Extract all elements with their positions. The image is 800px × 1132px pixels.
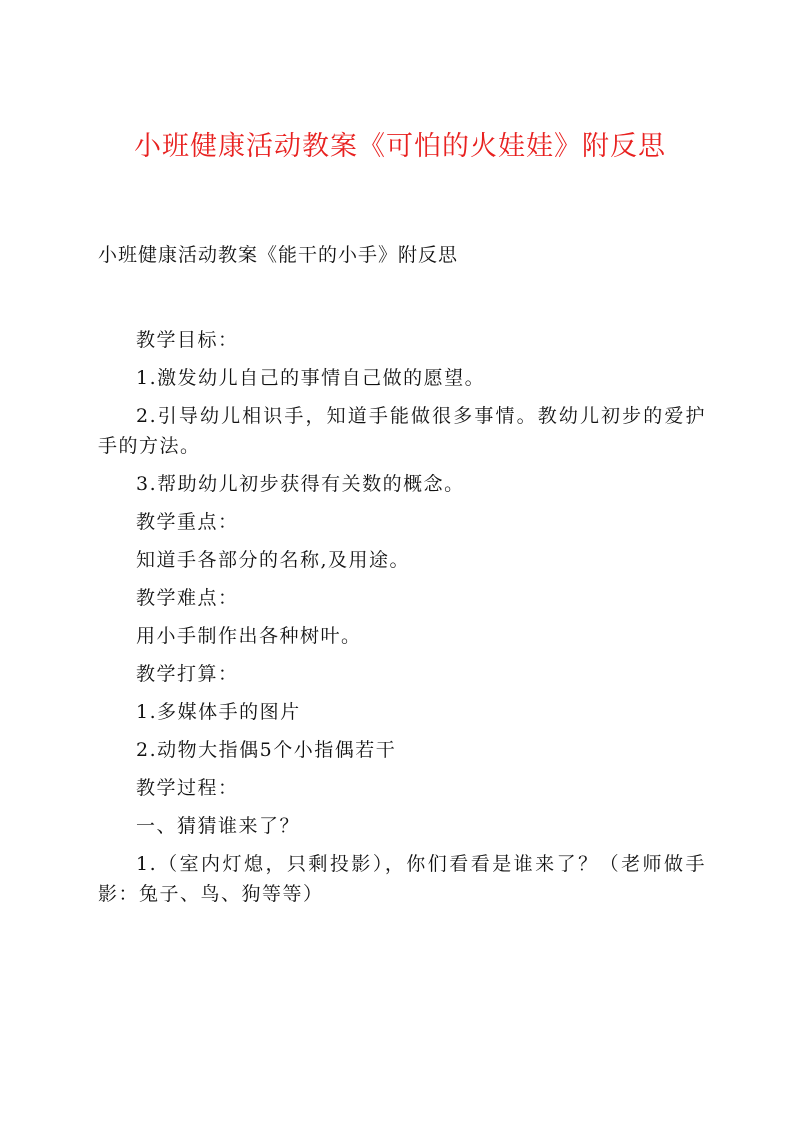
paragraph-process-step-1: 1.（室内灯熄，只剩投影），你们看看是谁来了？（老师做手影：兔子、鸟、狗等等） (98, 853, 706, 905)
paragraph-key-points-heading: 教学重点： (136, 511, 239, 533)
document-title: 小班健康活动教案《可怕的火娃娃》附反思 (134, 131, 666, 162)
paragraph-objective-2: 2.引导幼儿相识手，知道手能做很多事情。教幼儿初步的爱护手的方法。 (98, 405, 706, 457)
paragraph-process-section-1: 一、猜猜谁来了？ (136, 815, 301, 837)
document-body (98, 325, 706, 917)
paragraph-difficulties: 用小手制作出各种树叶。 (136, 625, 362, 647)
paragraph-preparation-1: 1.多媒体手的图片 (136, 701, 301, 723)
document-subtitle: 小班健康活动教案《能干的小手》附反思 (98, 244, 459, 266)
paragraph-objective-3: 3.帮助幼儿初步获得有关数的概念。 (136, 473, 465, 495)
paragraph-key-points: 知道手各部分的名称,及用途。 (136, 549, 411, 571)
paragraph-objectives-heading: 教学目标： (136, 329, 239, 351)
paragraph-preparation-heading: 教学打算： (136, 663, 239, 685)
paragraph-process-heading: 教学过程： (136, 777, 239, 799)
paragraph-objective-1: 1.激发幼儿自己的事情自己做的愿望。 (136, 367, 486, 389)
paragraph-difficulties-heading: 教学难点： (136, 587, 239, 609)
paragraph-preparation-2: 2.动物大指偶5个小指偶若干 (136, 739, 397, 761)
